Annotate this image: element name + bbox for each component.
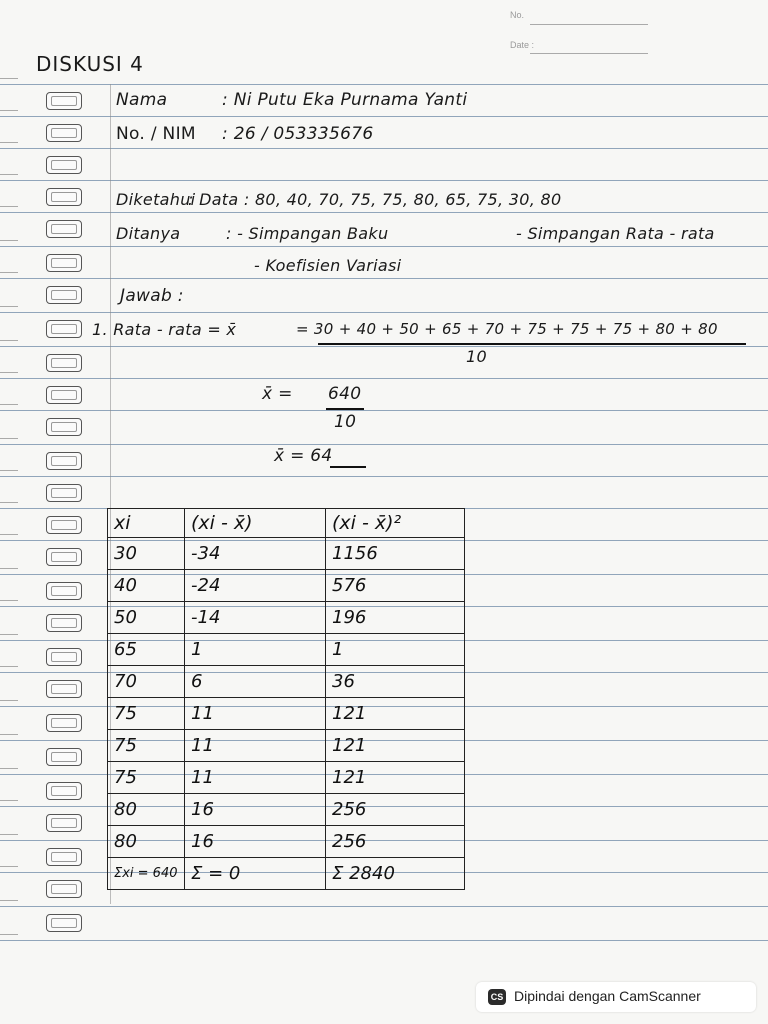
- name-label: Nama: [116, 90, 168, 110]
- cell-xi: 70: [108, 666, 185, 698]
- row-checkbox: [46, 582, 82, 600]
- nim-value: : 26 / 053335676: [222, 124, 374, 144]
- mean-step2-den: 10: [334, 412, 357, 432]
- deviation-table: [107, 508, 465, 890]
- table-row: [108, 794, 465, 826]
- margin-tick: [0, 934, 18, 935]
- ruled-line: [0, 410, 768, 411]
- margin-tick: [0, 372, 18, 373]
- margin-tick: [0, 272, 18, 273]
- row-checkbox: [46, 814, 82, 832]
- known-label: Diketahui: [116, 190, 196, 209]
- cell-deviation: 11: [185, 762, 326, 794]
- margin-tick: [0, 634, 18, 635]
- row-checkbox: [46, 914, 82, 932]
- ruled-line: [0, 116, 768, 117]
- cell-deviation: 1: [185, 634, 326, 666]
- camscanner-logo-icon: CS: [488, 989, 506, 1005]
- cell-deviation: -14: [185, 602, 326, 634]
- cell-squared-deviation: 36: [326, 666, 465, 698]
- margin-tick: [0, 174, 18, 175]
- ruled-line: [0, 476, 768, 477]
- result-underline: [330, 466, 366, 468]
- mean-denominator: 10: [466, 347, 487, 366]
- ruled-line: [0, 278, 768, 279]
- mean-numerator: = 30 + 40 + 50 + 65 + 70 + 75 + 75 + 75 + 80 + 80: [296, 320, 718, 338]
- mean-label: 1. Rata - rata = x̄: [92, 320, 237, 339]
- ruled-line: [0, 312, 768, 313]
- margin-tick: [0, 734, 18, 735]
- row-checkbox: [46, 880, 82, 898]
- camscanner-watermark: [476, 982, 756, 1012]
- row-checkbox: [46, 714, 82, 732]
- no-label: No.: [510, 10, 525, 20]
- cell-deviation: 11: [185, 730, 326, 762]
- cell-squared-deviation: 1: [326, 634, 465, 666]
- fraction-bar-1: [318, 343, 746, 345]
- total-xi: Σxi = 640: [108, 858, 185, 890]
- cell-xi: 40: [108, 570, 185, 602]
- table-row: [108, 730, 465, 762]
- asked-value-1: : - Simpangan Baku: [226, 224, 389, 243]
- margin-tick: [0, 700, 18, 701]
- margin-tick: [0, 340, 18, 341]
- row-checkbox: [46, 418, 82, 436]
- total-squared-deviation: Σ 2840: [326, 858, 465, 890]
- cell-squared-deviation: 196: [326, 602, 465, 634]
- mean-step2-lhs: x̄ =: [262, 384, 293, 404]
- ruled-line: [0, 940, 768, 941]
- row-checkbox: [46, 680, 82, 698]
- mean-result: x̄ = 64: [274, 446, 333, 466]
- cell-squared-deviation: 1156: [326, 538, 465, 570]
- total-deviation: Σ = 0: [185, 858, 326, 890]
- date-label: Date :: [510, 40, 535, 50]
- margin-tick: [0, 768, 18, 769]
- cell-xi: 50: [108, 602, 185, 634]
- row-checkbox: [46, 254, 82, 272]
- table-row: [108, 538, 465, 570]
- row-checkbox: [46, 124, 82, 142]
- cell-xi: 75: [108, 762, 185, 794]
- asked-value-2: - Simpangan Rata - rata: [516, 224, 715, 243]
- margin-tick: [0, 240, 18, 241]
- row-checkbox: [46, 92, 82, 110]
- margin-tick: [0, 666, 18, 667]
- cell-deviation: -34: [185, 538, 326, 570]
- ruled-line: [0, 906, 768, 907]
- row-checkbox: [46, 484, 82, 502]
- cell-xi: 65: [108, 634, 185, 666]
- known-value: : Data : 80, 40, 70, 75, 75, 80, 65, 75, 30, 80: [188, 190, 562, 209]
- margin-tick: [0, 834, 18, 835]
- margin-tick: [0, 900, 18, 901]
- cell-deviation: -24: [185, 570, 326, 602]
- row-checkbox: [46, 220, 82, 238]
- row-checkbox: [46, 614, 82, 632]
- cell-squared-deviation: 256: [326, 794, 465, 826]
- camscanner-text: Dipindai dengan CamScanner: [514, 988, 701, 1004]
- row-checkbox: [46, 156, 82, 174]
- ruled-line: [0, 444, 768, 445]
- table-row: [108, 634, 465, 666]
- mean-step2-num: 640: [328, 384, 362, 404]
- header-deviation: (xi - x̄): [185, 509, 326, 538]
- cell-squared-deviation: 121: [326, 698, 465, 730]
- cell-squared-deviation: 121: [326, 730, 465, 762]
- margin-tick: [0, 470, 18, 471]
- cell-deviation: 6: [185, 666, 326, 698]
- margin-tick: [0, 78, 18, 79]
- row-checkbox: [46, 782, 82, 800]
- table-row: [108, 666, 465, 698]
- cell-squared-deviation: 256: [326, 826, 465, 858]
- ruled-line: [0, 148, 768, 149]
- table-row: [108, 602, 465, 634]
- margin-tick: [0, 502, 18, 503]
- row-checkbox: [46, 386, 82, 404]
- margin-tick: [0, 800, 18, 801]
- name-value: : Ni Putu Eka Purnama Yanti: [222, 90, 468, 110]
- row-checkbox: [46, 848, 82, 866]
- asked-value-3: - Koefisien Variasi: [254, 256, 402, 275]
- cell-deviation: 16: [185, 826, 326, 858]
- row-checkbox: [46, 354, 82, 372]
- margin-tick: [0, 866, 18, 867]
- row-checkbox: [46, 320, 82, 338]
- margin-tick: [0, 306, 18, 307]
- margin-tick: [0, 206, 18, 207]
- row-checkbox: [46, 452, 82, 470]
- margin-tick: [0, 600, 18, 601]
- margin-tick: [0, 142, 18, 143]
- margin-tick: [0, 534, 18, 535]
- margin-tick: [0, 110, 18, 111]
- header-xi: xi: [108, 509, 185, 538]
- cell-xi: 80: [108, 794, 185, 826]
- fraction-bar-2: [326, 408, 364, 410]
- table-total-row: [108, 858, 465, 890]
- cell-xi: 75: [108, 698, 185, 730]
- cell-xi: 30: [108, 538, 185, 570]
- ruled-line: [0, 180, 768, 181]
- answer-label: Jawab :: [120, 286, 184, 306]
- row-checkbox: [46, 648, 82, 666]
- table-header-row: [108, 509, 465, 538]
- table-row: [108, 698, 465, 730]
- cell-deviation: 16: [185, 794, 326, 826]
- no-line: [530, 24, 648, 25]
- table-row: [108, 826, 465, 858]
- row-checkbox: [46, 188, 82, 206]
- margin-tick: [0, 568, 18, 569]
- row-checkbox: [46, 748, 82, 766]
- date-line: [530, 53, 648, 54]
- ruled-line: [0, 246, 768, 247]
- row-checkbox: [46, 548, 82, 566]
- ruled-line: [0, 212, 768, 213]
- cell-squared-deviation: 121: [326, 762, 465, 794]
- row-checkbox: [46, 516, 82, 534]
- ruled-line: [0, 84, 768, 85]
- asked-label: Ditanya: [116, 224, 181, 243]
- row-checkbox: [46, 286, 82, 304]
- margin-tick: [0, 438, 18, 439]
- cell-xi: 75: [108, 730, 185, 762]
- table-row: [108, 570, 465, 602]
- table-row: [108, 762, 465, 794]
- margin-tick: [0, 404, 18, 405]
- ruled-line: [0, 378, 768, 379]
- ruled-line: [0, 346, 768, 347]
- cell-deviation: 11: [185, 698, 326, 730]
- nim-label: No. / NIM: [116, 124, 196, 144]
- header-squared-deviation: (xi - x̄)²: [326, 509, 465, 538]
- cell-xi: 80: [108, 826, 185, 858]
- cell-squared-deviation: 576: [326, 570, 465, 602]
- page-title: DISKUSI 4: [36, 52, 144, 76]
